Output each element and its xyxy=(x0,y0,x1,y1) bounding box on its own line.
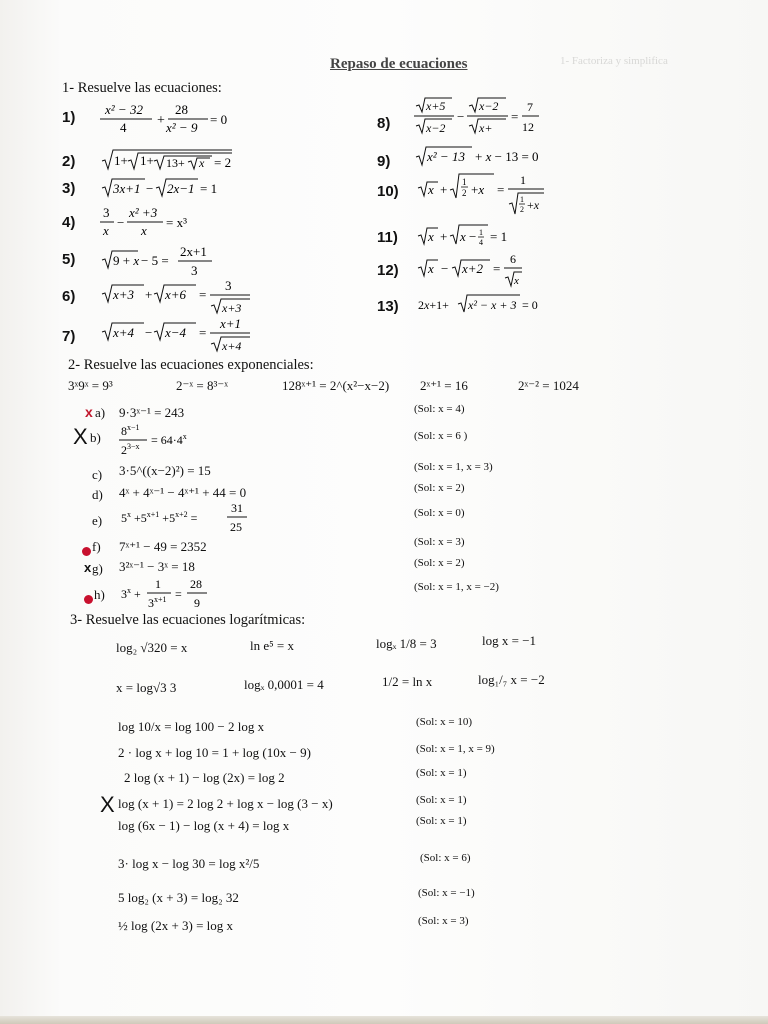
svg-text:3: 3 xyxy=(191,263,198,278)
svg-text:+: + xyxy=(440,182,448,197)
svg-text:−: − xyxy=(441,261,449,276)
item-h-label: h) xyxy=(94,587,105,602)
svg-text:−: − xyxy=(146,181,154,196)
eq8-number: 8) xyxy=(377,115,391,132)
check-mark-g: x xyxy=(84,560,92,575)
log-item-8-equation: ½ log (2x + 3) = log x xyxy=(118,918,234,933)
eq10-number: 10) xyxy=(377,183,399,200)
svg-text:13+: 13+ xyxy=(166,156,185,170)
svg-text:7: 7 xyxy=(527,100,533,114)
svg-text:x−4: x−4 xyxy=(165,325,187,340)
svg-text:x+1: x+1 xyxy=(220,316,242,331)
log-item-7-equation: 5 log₂ (x + 3) = log₂ 32 xyxy=(118,890,239,905)
svg-text:x−2: x−2 xyxy=(479,99,499,113)
exp-row-2: 2⁻ˣ = 8³⁻ˣ xyxy=(176,378,228,393)
svg-text:1: 1 xyxy=(479,228,483,237)
svg-text:1: 1 xyxy=(155,577,161,591)
svg-text:=: = xyxy=(175,587,182,601)
svg-text:x: x xyxy=(428,261,434,276)
svg-text:28: 28 xyxy=(190,577,202,591)
svg-text:+ x − 13 = 0: + x − 13 = 0 xyxy=(475,149,539,164)
svg-text:x+3: x+3 xyxy=(113,287,135,302)
svg-text:− 5 =: − 5 = xyxy=(141,253,169,268)
eq1-expression xyxy=(100,100,240,144)
item-a-label: a) xyxy=(95,405,106,420)
item-a-solution: (Sol: x = 4) xyxy=(414,403,465,415)
eq6-number: 6) xyxy=(62,288,76,305)
svg-text:x: x xyxy=(428,182,434,197)
log-item-6-solution: (Sol: x = 6) xyxy=(420,852,471,864)
log-item-5-solution: (Sol: x = 1) xyxy=(416,815,467,827)
svg-text:2x+1+: 2x+1+ xyxy=(418,298,449,312)
eq11-number: 11) xyxy=(377,229,398,246)
page-title: Repaso de ecuaciones xyxy=(330,56,468,72)
svg-text:−: − xyxy=(145,325,153,340)
item-c-equation: 3·5^((x−2)²) = 15 xyxy=(119,463,211,478)
item-g-solution: (Sol: x = 2) xyxy=(414,557,465,569)
svg-text:2x+1: 2x+1 xyxy=(180,244,207,259)
eq7-expression xyxy=(100,314,260,362)
log-row1-b: ln e⁵ = x xyxy=(250,638,294,653)
svg-text:9: 9 xyxy=(194,596,200,610)
svg-text:x+6: x+6 xyxy=(165,287,187,302)
item-e-label: e) xyxy=(92,513,103,528)
svg-text:+x: +x xyxy=(471,182,485,197)
section2-heading: 2- Resuelve las ecuaciones exponenciales: xyxy=(68,357,314,373)
svg-text:x: x xyxy=(460,229,466,244)
log-row2-c: 1/2 = ln x xyxy=(382,674,433,689)
svg-text:25: 25 xyxy=(230,520,242,534)
svg-text:4: 4 xyxy=(479,238,483,247)
eq13-expression xyxy=(416,292,556,320)
log-item-5-equation: log (6x − 1) − log (x + 4) = log x xyxy=(118,818,290,833)
item-f-label: f) xyxy=(92,539,101,554)
eq1-number: 1) xyxy=(62,109,76,126)
log-row1-c: logₓ 1/8 = 3 xyxy=(376,636,437,651)
svg-text:+: + xyxy=(440,229,448,244)
eq9-number: 9) xyxy=(377,153,391,170)
eq2-expression xyxy=(100,147,240,177)
item-e-equation xyxy=(119,500,259,542)
section3-heading: 3- Resuelve las ecuaciones logarítmicas: xyxy=(70,612,306,628)
svg-text:=: = xyxy=(511,109,519,124)
svg-text:x: x xyxy=(141,223,147,238)
item-f-equation: 7ˣ⁺¹ − 49 = 2352 xyxy=(119,539,207,554)
eq12-number: 12) xyxy=(377,262,399,279)
svg-text:=: = xyxy=(493,261,501,276)
log-row2-a: x = log√3 3 xyxy=(116,680,177,695)
eq9-expression xyxy=(414,144,554,174)
svg-text:x² − 9: x² − 9 xyxy=(166,120,198,135)
svg-text:6: 6 xyxy=(510,252,516,266)
svg-text:1+: 1+ xyxy=(114,153,128,168)
svg-text:2x−1: 2x−1 xyxy=(167,181,195,196)
eq5-number: 5) xyxy=(62,251,76,268)
svg-text:+: + xyxy=(145,287,153,302)
eq13-number: 13) xyxy=(377,298,399,315)
wrong-mark-a: x xyxy=(85,404,93,420)
log-item-6-equation: 3· log x − log 30 = log x²/5 xyxy=(118,856,260,871)
svg-text:x−2: x−2 xyxy=(426,121,446,135)
page-bottom-edge xyxy=(0,1016,768,1024)
log-row2-b: logₓ 0,0001 = 4 xyxy=(244,677,324,692)
svg-text:1: 1 xyxy=(520,173,526,187)
svg-text:−: − xyxy=(117,215,125,230)
item-c-label: c) xyxy=(92,467,103,482)
svg-text:12: 12 xyxy=(522,120,534,134)
svg-text:1+: 1+ xyxy=(140,153,154,168)
log-item-8-solution: (Sol: x = 3) xyxy=(418,915,469,927)
svg-text:x² − x + 3: x² − x + 3 xyxy=(468,298,517,312)
svg-text:= 64·4x: = $64\cdot 4^x$ xyxy=(151,432,187,447)
svg-text:= 1: = 1 xyxy=(490,229,508,244)
svg-text:8x−1: $8^{x-1}$ xyxy=(121,423,140,438)
exp-row-5: 2ˣ⁻² = 1024 xyxy=(518,378,579,393)
log-item-4-solution: (Sol: x = 1) xyxy=(416,794,467,806)
svg-text:=: = xyxy=(199,325,207,340)
svg-text:−: − xyxy=(457,109,465,124)
svg-text:= 2: = 2 xyxy=(214,155,232,170)
svg-text:x² − 32: x² − 32 xyxy=(105,102,143,117)
log-item-2-solution: (Sol: x = 1, x = 9) xyxy=(416,743,495,755)
svg-text:9 + x: 9 + x xyxy=(113,253,140,268)
svg-text:+x: +x xyxy=(527,198,540,212)
svg-text:x+: x+ xyxy=(479,121,493,135)
item-d-solution: (Sol: x = 2) xyxy=(414,482,465,494)
svg-text:= 0: = 0 xyxy=(210,112,228,127)
log-item-1-solution: (Sol: x = 10) xyxy=(416,716,473,728)
eq4-number: 4) xyxy=(62,214,76,231)
eq8-expression xyxy=(414,96,554,144)
log-item-3-solution: (Sol: x = 1) xyxy=(416,767,467,779)
item-g-label: g) xyxy=(92,561,103,576)
exp-row-3: 128ˣ⁺¹ = 2^(x²−x−2) xyxy=(282,378,390,393)
eq3-number: 3) xyxy=(62,180,76,197)
svg-text:x+4: x+4 xyxy=(222,339,242,353)
svg-text:3x+1: 3x+1 xyxy=(113,181,141,196)
item-f-solution: (Sol: x = 3) xyxy=(414,536,465,548)
eq2-number: 2) xyxy=(62,153,76,170)
svg-text:1: 1 xyxy=(520,195,524,204)
svg-text:x+2: x+2 xyxy=(462,261,484,276)
section1-heading: 1- Resuelve las ecuaciones: xyxy=(62,80,222,96)
svg-text:3: 3 xyxy=(103,205,110,220)
svg-text:28: 28 xyxy=(175,102,188,117)
item-h-solution: (Sol: x = 1, x = −2) xyxy=(414,581,499,593)
svg-text:−: − xyxy=(469,229,477,244)
log-item-1-equation: log 10/x = log 100 − 2 log x xyxy=(118,719,265,734)
log-item-7-solution: (Sol: x = −1) xyxy=(418,887,475,899)
log-row2-d: log₁/₇ x = −2 xyxy=(478,672,545,687)
item-e-solution: (Sol: x = 0) xyxy=(414,507,465,519)
eq7-number: 7) xyxy=(62,328,76,345)
item-d-label: d) xyxy=(92,487,103,502)
log-item-2-equation: 2 · log x + log 10 = 1 + log (10x − 9) xyxy=(118,745,311,760)
svg-text:2: 2 xyxy=(520,205,524,214)
svg-text:1: 1 xyxy=(462,177,467,187)
item-b-solution: (Sol: x = 6 ) xyxy=(414,430,468,442)
item-a-equation: 9·3ˣ⁻¹ = 243 xyxy=(119,405,185,420)
log-item-3-equation: 2 log (x + 1) − log (2x) = log 2 xyxy=(124,770,285,785)
svg-text:3: 3 xyxy=(225,278,232,293)
exp-row-1: 3ˣ9ˣ = 9³ xyxy=(68,378,113,393)
svg-text:31: 31 xyxy=(231,501,243,515)
eq4-expression xyxy=(100,203,210,247)
svg-text:=: = xyxy=(497,182,505,197)
bleed-through: 1- Factoriza y simplifica xyxy=(560,55,668,67)
cross-mark-b: X xyxy=(73,424,88,449)
eq10-expression xyxy=(416,172,556,224)
svg-text:x: x xyxy=(103,223,109,238)
item-c-solution: (Sol: x = 1, x = 3) xyxy=(414,461,493,473)
svg-text:x: x xyxy=(428,229,434,244)
svg-text:= 0: = 0 xyxy=(522,298,538,312)
item-b-label: b) xyxy=(90,430,101,445)
svg-text:x+4: x+4 xyxy=(113,325,135,340)
svg-text:3x+1: $3^{x+1}$ xyxy=(148,595,167,610)
item-b-equation xyxy=(119,423,229,463)
eq3-expression xyxy=(100,176,230,204)
svg-text:=: = xyxy=(199,287,207,302)
svg-text:4: 4 xyxy=(120,120,127,135)
svg-text:2: 2 xyxy=(462,188,467,198)
exp-row-4: 2ˣ⁺¹ = 16 xyxy=(420,378,468,393)
svg-text:23−x: $2^{3-x}$ xyxy=(121,442,140,457)
svg-text:+: + xyxy=(157,113,165,128)
item-d-equation: 4ˣ + 4ˣ⁻¹ − 4ˣ⁺¹ + 44 = 0 xyxy=(119,485,247,500)
svg-text:x+3: x+3 xyxy=(222,301,242,315)
eq12-expression xyxy=(416,250,536,296)
svg-text:x+5: x+5 xyxy=(426,99,446,113)
item-g-equation: 3²ˣ⁻¹ − 3ˣ = 18 xyxy=(119,559,195,574)
svg-text:5x +5x+1 +5x+2 =: $5^x +5^{x+1} +5^{x+2}$ = xyxy=(121,510,198,525)
svg-text:3x +: $3^x$ + xyxy=(121,586,141,601)
svg-text:= x³: = x³ xyxy=(166,215,187,230)
log-row1-a: log₂ √320 = x xyxy=(116,640,188,655)
svg-text:x: x xyxy=(199,156,205,170)
svg-text:x² − 13: x² − 13 xyxy=(427,149,465,164)
log-item-4-equation: log (x + 1) = 2 log 2 + log x − log (3 − x) xyxy=(118,796,333,811)
svg-text:= 1: = 1 xyxy=(200,181,218,196)
svg-text:x² +3: x² +3 xyxy=(129,205,158,220)
svg-text:x: x xyxy=(514,275,519,287)
cross-mark-log4: X xyxy=(100,792,115,817)
log-row1-d: log x = −1 xyxy=(482,633,537,648)
